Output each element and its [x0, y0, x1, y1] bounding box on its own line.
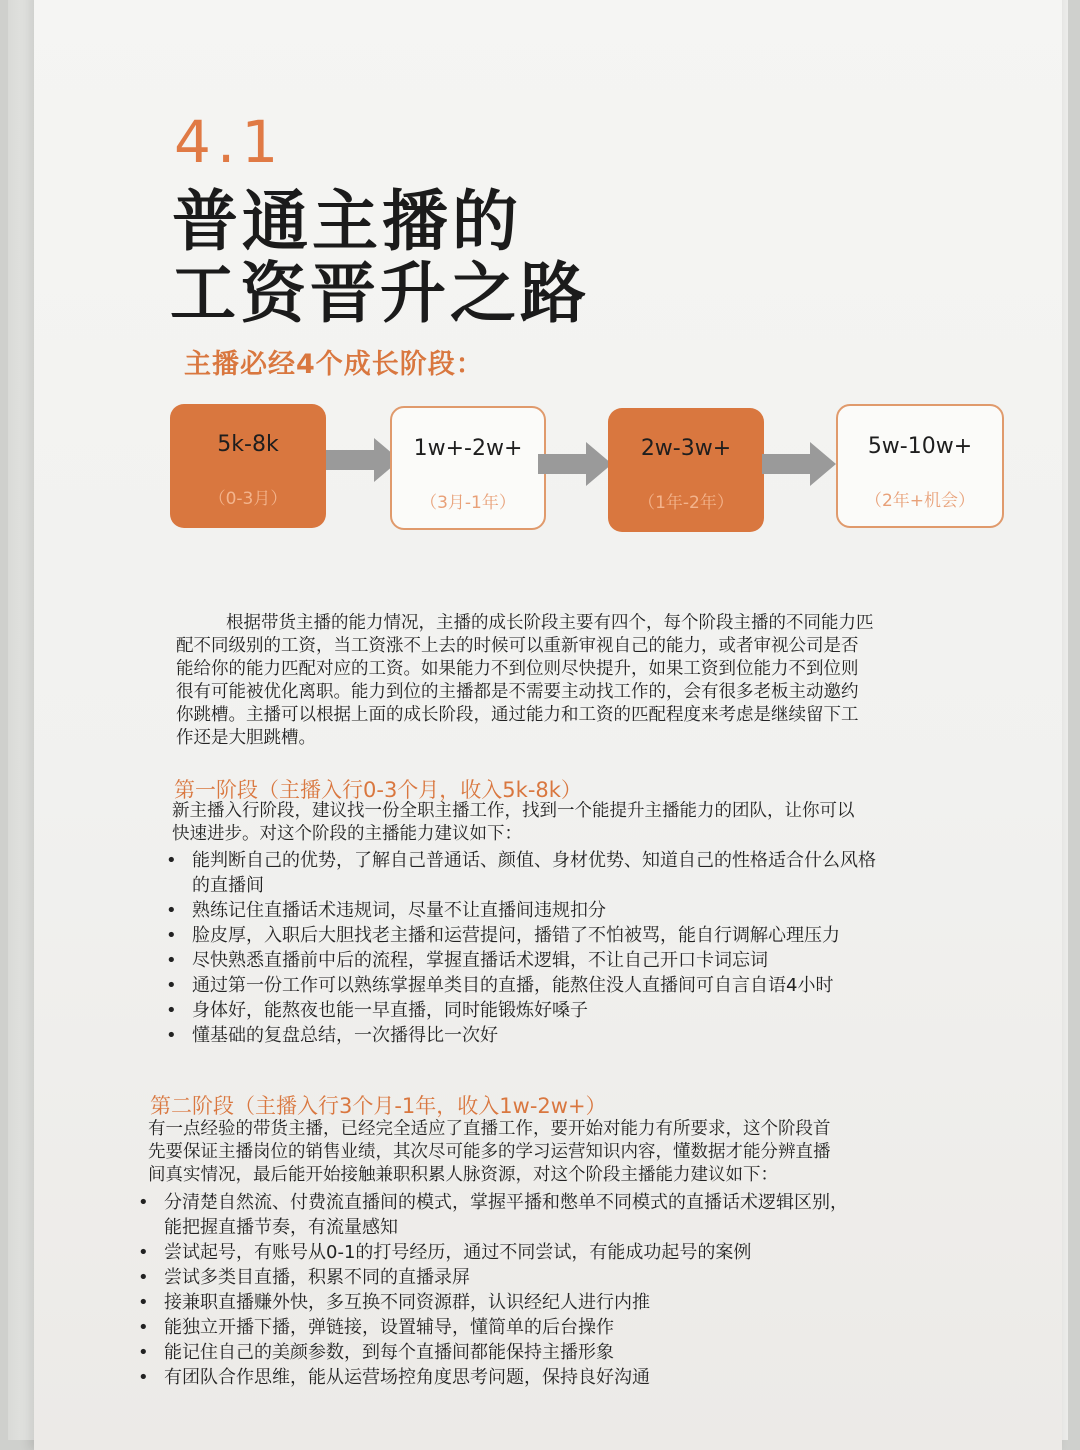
intro-line: 作还是大胆跳槽。 — [176, 728, 316, 748]
list-item — [138, 1365, 1018, 1390]
stage-card-4 — [836, 404, 1004, 528]
book-page — [34, 0, 1062, 1450]
stage-amount: 2w-3w+ — [640, 436, 732, 461]
section-1-intro-line: 快速进步。对这个阶段的主播能力建议如下： — [172, 824, 522, 844]
stage-card-1 — [170, 404, 326, 528]
section-2-intro-line: 间真实情况，最后能开始接触兼职积累人脉资源，对这个阶段主播能力建议如下： — [148, 1165, 778, 1185]
arrow-right-icon — [538, 442, 612, 486]
section-1-intro — [172, 800, 1004, 846]
stage-card-2 — [390, 406, 546, 530]
stage-period: （3月-1年） — [420, 493, 516, 513]
list-item-text: 接兼职直播赚外快，多互换不同资源群，认识经纪人进行内推 — [164, 1292, 650, 1313]
arrow-right-icon — [762, 442, 836, 486]
section-1-intro-line: 新主播入行阶段，建议找一份全职主播工作，找到一个能提升主播能力的团队，让你可以 — [172, 801, 855, 821]
arrow-right-icon — [326, 438, 400, 482]
stage-amount: 5w-10w+ — [867, 434, 973, 459]
list-item — [166, 948, 1016, 973]
section-1-bullet-list — [166, 848, 1016, 1048]
stage-amount: 5k-8k — [217, 432, 279, 457]
list-item-text: 能判断自己的优势，了解自己普通话、颜值、身材优势、知道自己的性格适合什么风格 — [192, 850, 876, 871]
list-item — [138, 1240, 1018, 1265]
list-item — [166, 898, 1016, 923]
list-item-text: 懂基础的复盘总结，一次播得比一次好 — [192, 1025, 498, 1046]
intro-line: 能给你的能力匹配对应的工资。如果能力不到位则尽快提升，如果工资到位能力不到位则 — [176, 659, 859, 679]
list-item-text: 分清楚自然流、付费流直播间的模式，掌握平播和憋单不同模式的直播话术逻辑区别， — [164, 1192, 848, 1213]
section-2-intro-line: 有一点经验的带货主播，已经完全适应了直播工作，要开始对能力有所要求，这个阶段首 — [148, 1119, 831, 1139]
chapter-title-line-2: 工资晋升之路 — [170, 255, 590, 332]
list-item — [166, 1023, 1016, 1048]
section-2-heading: 第二阶段（主播入行3个月-1年，收入1w-2w+） — [150, 1094, 607, 1118]
stage-period: （2年+机会） — [864, 491, 976, 511]
list-item-text: 尽快熟悉直播前中后的流程，掌握直播话术逻辑，不让自己开口卡词忘词 — [192, 950, 768, 971]
list-item-text: 身体好，能熬夜也能一早直播，同时能锻炼好嗓子 — [192, 1000, 588, 1021]
list-item-text: 尝试多类目直播，积累不同的直播录屏 — [164, 1267, 470, 1288]
list-item — [138, 1190, 1018, 1240]
list-item-text-cont: 的直播间 — [192, 875, 264, 896]
stage-card-3 — [608, 408, 764, 532]
intro-line: 你跳槽。主播可以根据上面的成长阶段，通过能力和工资的匹配程度来考虑是继续留下工 — [176, 705, 859, 725]
stage-period: （1年-2年） — [638, 493, 734, 513]
section-2-intro — [148, 1118, 1008, 1187]
list-item — [138, 1265, 1018, 1290]
list-item-text: 通过第一份工作可以熟练掌握单类目的直播，能熬住没人直播间可自言自语4小时 — [192, 975, 834, 996]
intro-line: 很有可能被优化离职。能力到位的主播都是不需要主动找工作的，会有很多老板主动邀约 — [176, 682, 859, 702]
chapter-number: 4.1 — [174, 108, 285, 176]
list-item — [166, 998, 1016, 1023]
list-item-text: 能记住自己的美颜参数，到每个直播间都能保持主播形象 — [164, 1342, 614, 1363]
intro-line-text: 根据带货主播的能力情况，主播的成长阶段主要有四个，每个阶段主播的不同能力匹 — [226, 613, 874, 633]
stage-period: （0-3月） — [208, 489, 288, 509]
stages-subtitle: 主播必经4个成长阶段： — [184, 349, 484, 380]
list-item — [138, 1315, 1018, 1340]
list-item-text: 有团队合作思维，能从运营场控角度思考问题，保持良好沟通 — [164, 1367, 650, 1388]
stage-amount: 1w+-2w+ — [413, 436, 523, 461]
list-item — [166, 848, 1016, 898]
section-1-heading: 第一阶段（主播入行0-3个月，收入5k-8k） — [174, 778, 582, 802]
list-item-text: 能独立开播下播，弹链接，设置辅导，懂简单的后台操作 — [164, 1317, 614, 1338]
list-item — [166, 973, 1016, 998]
section-2-intro-line: 先要保证主播岗位的销售业绩，其次尽可能多的学习运营知识内容，懂数据才能分辨直播 — [148, 1142, 831, 1162]
intro-line: 配不同级别的工资，当工资涨不上去的时候可以重新审视自己的能力，或者审视公司是否 — [176, 636, 859, 656]
list-item — [138, 1340, 1018, 1365]
intro-paragraph — [176, 612, 1008, 750]
intro-line — [176, 612, 1008, 635]
list-item-text: 熟练记住直播话术违规词，尽量不让直播间违规扣分 — [192, 900, 606, 921]
list-item-text: 脸皮厚，入职后大胆找老主播和运营提问，播错了不怕被骂，能自行调解心理压力 — [192, 925, 840, 946]
list-item-text-cont: 能把握直播节奏，有流量感知 — [164, 1217, 398, 1238]
list-item-text: 尝试起号，有账号从0-1的打号经历，通过不同尝试，有能成功起号的案例 — [164, 1242, 752, 1263]
list-item — [138, 1290, 1018, 1315]
section-2-bullet-list — [138, 1190, 1018, 1390]
list-item — [166, 923, 1016, 948]
chapter-title-line-1: 普通主播的 — [172, 183, 522, 260]
